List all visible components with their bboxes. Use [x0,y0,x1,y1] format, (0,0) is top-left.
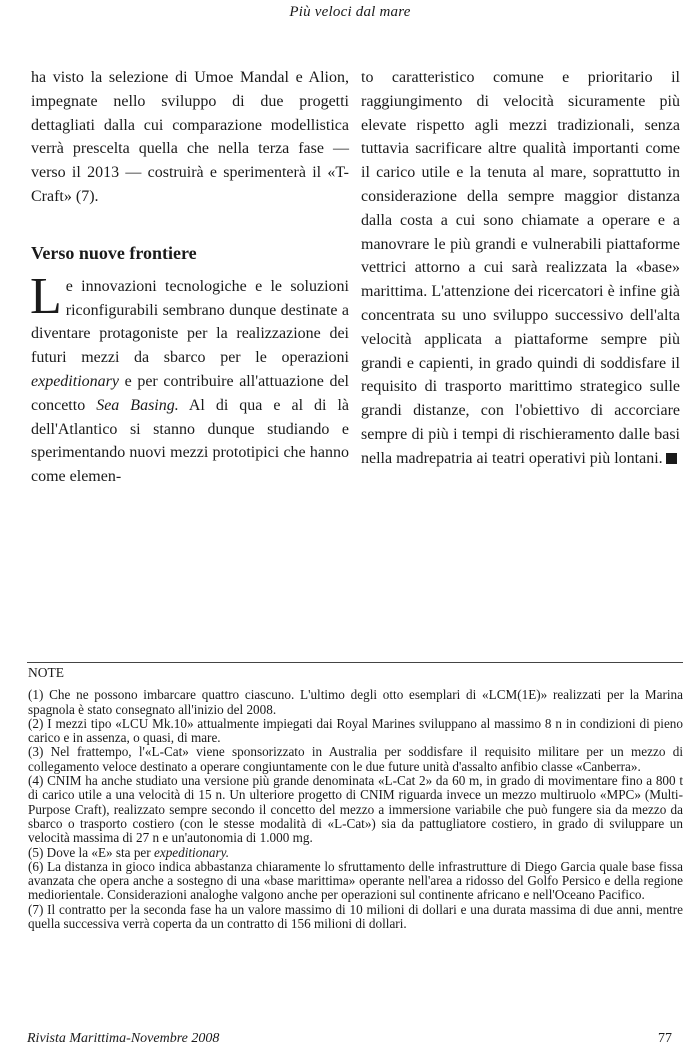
paragraph-text: Al di qua e al di là dell'Atlantico si stanno dunque studiando e sperimentando nuovi mezzi prototipici che hanno come elemen- [31,396,350,486]
notes-title: NOTE [28,665,64,680]
paragraph-text: e innovazioni tecnologiche e le soluzioni riconfigurabili sembrano dunque destinate a diventare protagoniste per la realizzazione dei futuri mezzi da sbarco per le operazioni [31,277,349,367]
body-paragraph: ha visto la selezione di Umoe Mandal e Alion, impegnate nello sviluppo di due progetti dettagliati dalla cui comparazione modellistica verrà prescelta quella che nella terza fase — verso il 2013 — costruirà e sperimenterà il «T-Craft» (7). [31,69,349,205]
section-heading: Verso nuove frontiere [31,242,197,263]
footnote [28,846,683,860]
emphasis-text: expeditionary [31,372,119,390]
body-paragraph [30,267,350,489]
footnote: (2) I mezzi tipo «LCU Mk.10» attualmente impiegati dai Royal Marines sviluppano al massimo 8 n in condizioni di pieno carico e in assenza, o quasi, di mare. [28,715,683,746]
emphasis-text: Sea Basing. [96,396,179,414]
page-number: 77 [658,1031,672,1046]
notes-section [28,666,683,931]
end-of-article-mark [666,453,677,464]
footnote: (3) Nel frattempo, l'«L-Cat» viene sponsorizzato in Australia per soddisfare il requisito militare per un mezzo di collegamento veloce destinato a operare congiuntamente con le due future unità d'assalto anfibio classe «Canberra». [28,744,683,774]
drop-cap: L [30,267,62,325]
footnote: (1) Che ne possono imbarcare quattro ciascuno. L'ultimo degli otto esemplari di «LCM(1E)» realizzati per la Marina spagnola è stato consegnato all'inizio del 2008. [28,687,683,717]
paragraph-text: to caratteristico comune e prioritario il raggiungimento di velocità sicuramente più elevate rispetto agli mezzi tradizionali, senza tuttavia sacrificare altre qualità importanti come il carico utile e la tenuta al mare, soprattutto in considerazione della sempre maggior distanza dalla costa a cui sono chiamate a operare e a manovrare le più grandi e vulnerabili piattaforme vettrici attorno a cui sarà realizzata la «base» marittima. L'attenzione dei ricercatori è infine già concentrata su uno sviluppo successivo dell'alta velocità applicata a piattaforme sempre più grandi e capienti, in grado quindi di soddisfare il requisito di trasporto marittimo strategico sulle grandi distanze, con l'obiettivo di accorciare sempre di più i tempi di rischieramento dalle basi nella madrepatria ai teatri operativi più lontani. [361,69,680,467]
footnote: (6) La distanza in gioco indica abbastanza chiaramente lo sfruttamento delle infrastrutture di Diego Garcia quale base fissa avanzata che opera anche a sostegno di una «base marittima» operante nell'area a ridosso del Golfo Persico e della regione mediorientale. Considerazioni analoghe valgono anche per operazioni sul continente africano e nell'Oceano Pacifico. [28,858,683,903]
right-column [361,66,680,471]
notes-divider [27,662,683,663]
left-column [31,66,349,489]
footer-publication: Rivista Marittima-Novembre 2008 [27,1031,220,1046]
footnote-text: (5) Dove la «E» sta per [28,844,154,860]
running-head: Più veloci dal mare [289,4,411,20]
emphasis-text: expeditionary. [153,844,230,860]
body-paragraph [361,66,680,471]
footnote: (7) Il contratto per la seconda fase ha un valore massimo di 10 milioni di dollari e una durata massima di due anni, mentre quella successiva verrà coperta da un contratto di 156 milioni di dollari. [28,901,683,932]
paragraph-text: e per contribuire all'attuazione del concetto [31,372,349,414]
footnote: (4) CNIM ha anche studiato una versione più grande denominata «L-Cat 2» da 60 m, in grado di movimentare fino a 800 t di carico utile a una velocità di 15 n. Un ulteriore progetto di CNIM riguarda invece un mezzo multiruolo «MPC» (Multi-Purpose Craft), realizzato sempre secondo il concetto del mezzo a immersione variabile che può fungere sia da mezzo da sbarco o trasporto costiero (con le stesse modalità di «L-Cat») sia da pattugliatore costiero, in grado di sviluppare un velocità massima di 27 n e un'autonomia di 1.000 mg. [28,773,683,846]
